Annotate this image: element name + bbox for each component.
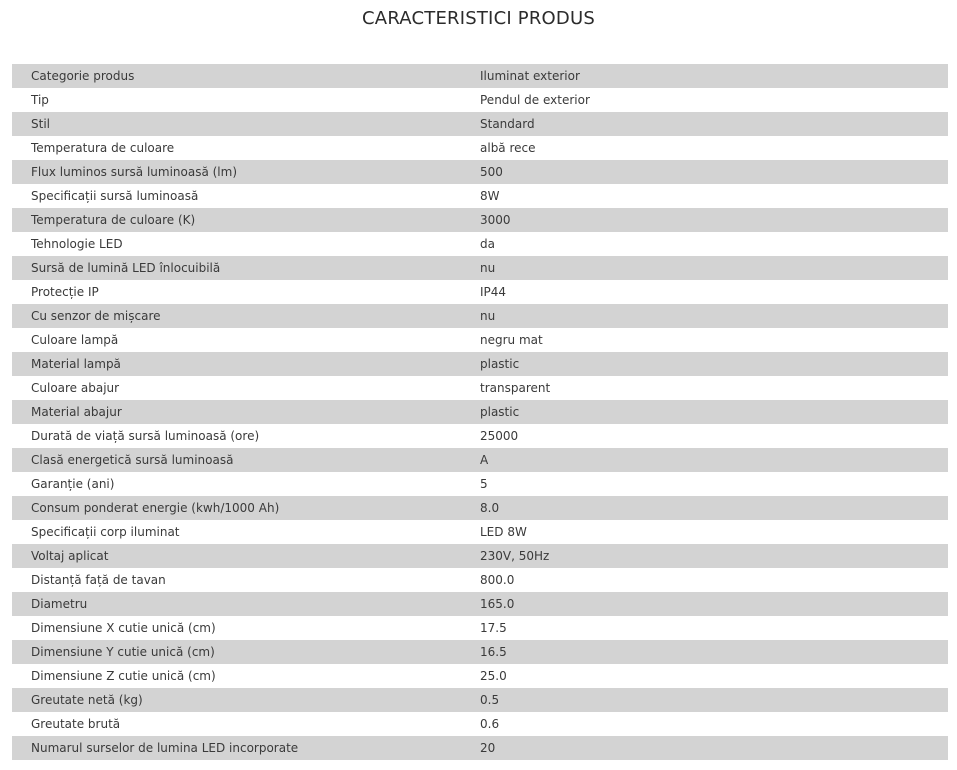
spec-row	[12, 112, 948, 136]
spec-row	[12, 520, 948, 544]
spec-value: negru mat	[480, 328, 948, 352]
spec-value: 800.0	[480, 568, 948, 592]
spec-label: Durată de viață sursă luminoasă (ore)	[12, 424, 480, 448]
spec-row	[12, 256, 948, 280]
spec-value: 8W	[480, 184, 948, 208]
spec-row	[12, 592, 948, 616]
spec-label: Temperatura de culoare (K)	[12, 208, 480, 232]
spec-label: Specificații corp iluminat	[12, 520, 480, 544]
spec-label: Specificații sursă luminoasă	[12, 184, 480, 208]
spec-row	[12, 568, 948, 592]
spec-value: 3000	[480, 208, 948, 232]
spec-label: Greutate brută	[12, 712, 480, 736]
spec-label: Numarul surselor de lumina LED incorporate	[12, 736, 480, 760]
spec-value: 230V, 50Hz	[480, 544, 948, 568]
spec-label: Tip	[12, 88, 480, 112]
spec-row	[12, 64, 948, 88]
spec-row	[12, 424, 948, 448]
spec-value: 5	[480, 472, 948, 496]
spec-value: 0.6	[480, 712, 948, 736]
spec-row	[12, 544, 948, 568]
spec-label: Diametru	[12, 592, 480, 616]
spec-value: 25.0	[480, 664, 948, 688]
spec-value: A	[480, 448, 948, 472]
spec-value: 165.0	[480, 592, 948, 616]
spec-value: IP44	[480, 280, 948, 304]
spec-value: transparent	[480, 376, 948, 400]
spec-label: Cu senzor de mișcare	[12, 304, 480, 328]
spec-row	[12, 328, 948, 352]
spec-row	[12, 208, 948, 232]
spec-label: Material abajur	[12, 400, 480, 424]
spec-row	[12, 400, 948, 424]
spec-label: Protecție IP	[12, 280, 480, 304]
spec-row	[12, 688, 948, 712]
spec-value: plastic	[480, 352, 948, 376]
spec-label: Clasă energetică sursă luminoasă	[12, 448, 480, 472]
spec-label: Categorie produs	[12, 64, 480, 88]
spec-label: Sursă de lumină LED înlocuibilă	[12, 256, 480, 280]
spec-value: Iluminat exterior	[480, 64, 948, 88]
spec-value: 20	[480, 736, 948, 760]
spec-row	[12, 88, 948, 112]
spec-row	[12, 184, 948, 208]
spec-value: nu	[480, 256, 948, 280]
spec-value: 8.0	[480, 496, 948, 520]
spec-row	[12, 160, 948, 184]
spec-row	[12, 616, 948, 640]
spec-row	[12, 664, 948, 688]
spec-label: Temperatura de culoare	[12, 136, 480, 160]
spec-value: albă rece	[480, 136, 948, 160]
spec-value: 16.5	[480, 640, 948, 664]
spec-row	[12, 640, 948, 664]
spec-label: Garanție (ani)	[12, 472, 480, 496]
spec-label: Distanță față de tavan	[12, 568, 480, 592]
page-title: CARACTERISTICI PRODUS	[362, 8, 595, 29]
spec-row	[12, 448, 948, 472]
product-specs-table	[12, 64, 948, 760]
spec-value: nu	[480, 304, 948, 328]
spec-label: Dimensiune X cutie unică (cm)	[12, 616, 480, 640]
spec-value: Pendul de exterior	[480, 88, 948, 112]
spec-value: LED 8W	[480, 520, 948, 544]
spec-label: Dimensiune Y cutie unică (cm)	[12, 640, 480, 664]
spec-value: plastic	[480, 400, 948, 424]
spec-row	[12, 304, 948, 328]
spec-label: Flux luminos sursă luminoasă (lm)	[12, 160, 480, 184]
spec-row	[12, 280, 948, 304]
spec-row	[12, 736, 948, 760]
spec-label: Voltaj aplicat	[12, 544, 480, 568]
spec-label: Tehnologie LED	[12, 232, 480, 256]
spec-row	[12, 232, 948, 256]
spec-value: 500	[480, 160, 948, 184]
spec-label: Stil	[12, 112, 480, 136]
spec-value: Standard	[480, 112, 948, 136]
spec-label: Culoare abajur	[12, 376, 480, 400]
spec-value: da	[480, 232, 948, 256]
spec-row	[12, 136, 948, 160]
spec-label: Dimensiune Z cutie unică (cm)	[12, 664, 480, 688]
spec-label: Greutate netă (kg)	[12, 688, 480, 712]
spec-row	[12, 352, 948, 376]
spec-row	[12, 472, 948, 496]
spec-row	[12, 496, 948, 520]
spec-label: Material lampă	[12, 352, 480, 376]
spec-row	[12, 712, 948, 736]
specs-table-body	[12, 64, 948, 760]
spec-row	[12, 376, 948, 400]
spec-value: 0.5	[480, 688, 948, 712]
spec-label: Consum ponderat energie (kwh/1000 Ah)	[12, 496, 480, 520]
spec-value: 25000	[480, 424, 948, 448]
spec-value: 17.5	[480, 616, 948, 640]
spec-label: Culoare lampă	[12, 328, 480, 352]
